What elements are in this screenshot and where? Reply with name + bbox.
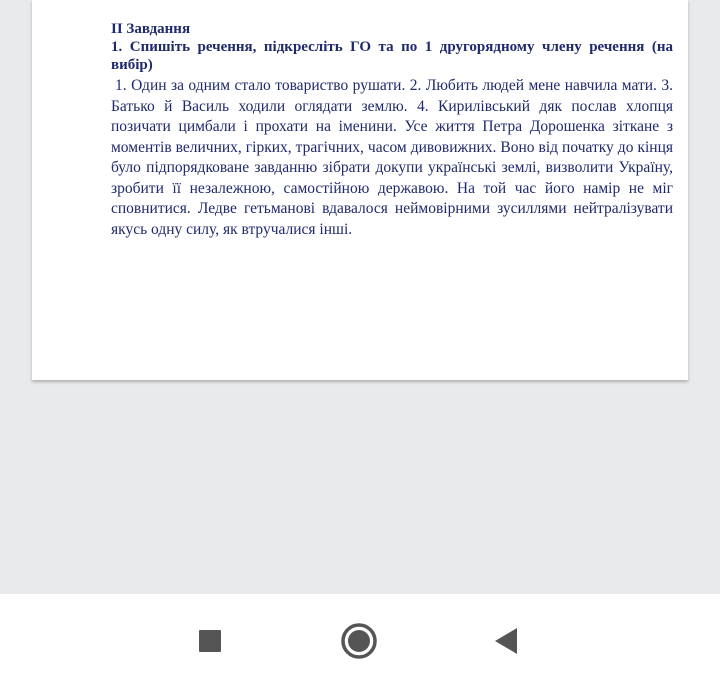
recents-button[interactable] [187,618,233,664]
triangle-back-icon [493,627,519,655]
system-navigation-bar [0,594,720,687]
section-title: II Завдання [111,21,191,37]
exercise-text: 1. Один за одним стало товариство рушати. 2. Любить людей мене навчила мати. 3. Батько й Василь ходили оглядати землю. 4. Кирилівський дяк послав хлопця позичати цимбали і прохати на іменини. Усе життя Петра Дорошенка зіткане з моментів величних, гірких, трагічних, часом дивовижних. Воно від початку до кінця було підпорядковане завданню зібрати докупи українські землі, визволити Україну, зробити її незалежною, самостійною державою. На той час його намір не міг сповнитися. Ледве гетьманові вдавалося неймовірними зусиллями нейтралізувати якусь одну силу, як втручалися інші. [111,77,673,238]
home-button[interactable] [336,618,382,664]
square-recents-icon [198,629,222,653]
document-page [32,0,688,380]
task-title: 1. Спишіть речення, підкресліть ГО та по 1 другорядному члену речення (на вибір) [111,39,673,73]
back-button[interactable] [483,618,529,664]
circle-home-icon [340,622,378,660]
document-content [111,20,673,240]
